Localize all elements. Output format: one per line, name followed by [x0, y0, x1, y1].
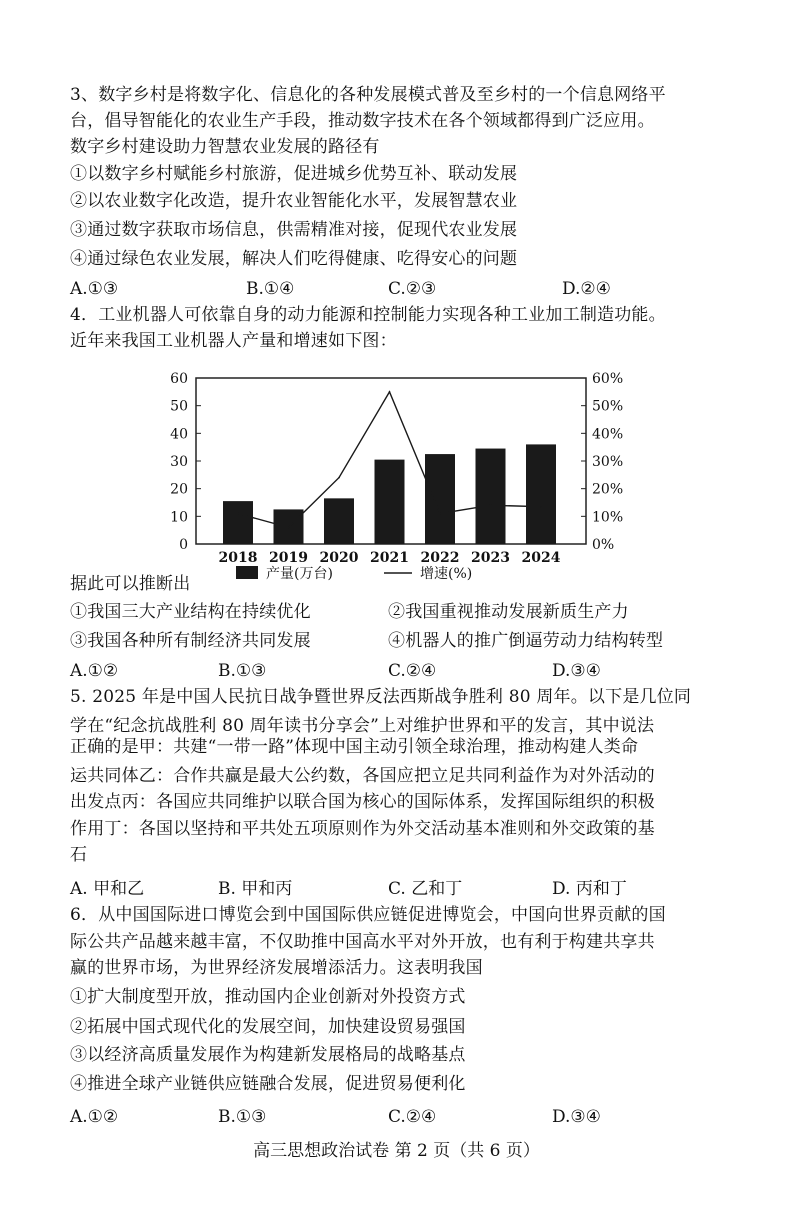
q3-option-c[interactable]: C.②③: [388, 279, 437, 299]
legend-line-label: 增速(%): [420, 566, 473, 582]
q4-stem-line-1: 4．工业机器人可依靠自身的动力能源和控制能力实现各种工业加工制造功能。: [70, 305, 666, 325]
growth-point-2018: [237, 513, 239, 515]
q5-stem-line-5: 出发点丙：各国应共同维护以联合国为核心的国际体系，发挥国际组织的积极: [70, 792, 655, 812]
q3-item-4: ④通过绿色农业发展，解决人们吃得健康、吃得安心的问题: [70, 249, 518, 269]
chart-svg: [166, 362, 636, 592]
y-right-tick-label: 50%: [592, 398, 624, 415]
x-tick-label: 2018: [218, 550, 258, 566]
q3-stem-line-3: 数字乡村建设助力智慧农业发展的路径有: [70, 137, 380, 157]
legend-bar-swatch: [236, 566, 258, 579]
y-left-tick-label: 40: [170, 426, 188, 443]
q5-stem-line-6: 作用丁：各国以坚持和平共处五项原则作为外交活动基本准则和外交政策的基: [70, 819, 655, 839]
q3-option-d[interactable]: D.②④: [562, 279, 611, 299]
q5-stem-line-2: 学在“纪念抗战胜利 80 周年读书分享会”上对维护世界和平的发言，其中说法: [70, 716, 655, 736]
bar-2018: [223, 501, 253, 544]
q6-item-2: ②拓展中国式现代化的发展空间，加快建设贸易强国: [70, 1017, 466, 1037]
q6-options: [70, 1106, 730, 1128]
y-left-tick-label: 50: [170, 398, 188, 415]
q6-item-3: ③以经济高质量发展作为构建新发展格局的战略基点: [70, 1045, 466, 1065]
x-tick-label: 2024: [521, 550, 561, 566]
q6-option-d[interactable]: D.③④: [552, 1107, 601, 1127]
x-tick-label: 2020: [319, 550, 359, 566]
q3-item-2: ②以农业数字化改造，提升农业智能化水平，发展智慧农业: [70, 191, 518, 211]
q5-option-c[interactable]: C. 乙和丁: [388, 879, 463, 899]
q6-stem-line-3: 赢的世界市场，为世界经济发展增添活力。这表明我国: [70, 958, 483, 978]
y-left-tick-label: 10: [170, 509, 188, 526]
q4-item-2: ②我国重视推动发展新质生产力: [388, 602, 629, 622]
x-tick-label: 2019: [269, 550, 308, 566]
growth-point-2022: [439, 513, 441, 515]
bar-2023: [476, 449, 506, 544]
x-tick-label: 2023: [471, 550, 510, 566]
q4-item-4: ④机器人的推广倒逼劳动力结构转型: [388, 631, 664, 651]
q5-stem-line-1: 5. 2025 年是中国人民抗日战争暨世界反法西斯战争胜利 80 周年。以下是几位同: [70, 687, 692, 707]
q5-stem-line-7: 石: [70, 845, 88, 865]
legend-bar-label: 产量(万台): [266, 566, 333, 582]
q4-after-chart: 据此可以推断出: [70, 574, 191, 594]
q4-option-a[interactable]: A.①②: [70, 661, 119, 681]
bar-2021: [375, 460, 405, 544]
q4-item-3: ③我国各种所有制经济共同发展: [70, 631, 311, 651]
q5-option-a[interactable]: A. 甲和乙: [70, 879, 145, 899]
q4-option-d[interactable]: D.③④: [552, 661, 601, 681]
q6-item-1: ①扩大制度型开放，推动国内企业创新对外投资方式: [70, 987, 466, 1007]
q4-option-c[interactable]: C.②④: [388, 661, 437, 681]
y-right-tick-label: 20%: [592, 481, 624, 498]
q3-option-a[interactable]: A.①③: [70, 279, 119, 299]
q6-option-b[interactable]: B.①③: [218, 1107, 267, 1127]
q3-item-3: ③通过数字获取市场信息，供需精准对接，促现代农业发展: [70, 220, 518, 240]
q6-option-c[interactable]: C.②④: [388, 1107, 437, 1127]
q6-stem-line-1: 6．从中国国际进口博览会到中国国际供应链促进博览会，中国向世界贡献的国: [70, 905, 666, 925]
q5-option-b[interactable]: B. 甲和丙: [218, 879, 293, 899]
y-right-tick-label: 60%: [592, 371, 624, 387]
y-right-tick-label: 40%: [592, 426, 624, 443]
q3-options: [70, 278, 730, 300]
y-right-tick-label: 10%: [592, 509, 624, 526]
x-tick-label: 2022: [420, 550, 460, 566]
y-right-tick-label: 30%: [592, 454, 624, 470]
q5-stem-line-4: 运共同体乙：合作共赢是最大公约数，各国应把立足共同利益作为对外活动的: [70, 766, 655, 786]
q3-item-1: ①以数字乡村赋能乡村旅游，促进城乡优势互补、联动发展: [70, 164, 518, 184]
growth-point-2023: [490, 504, 492, 506]
q3-option-b[interactable]: B.①④: [246, 279, 295, 299]
y-right-tick-label: 0%: [592, 537, 615, 553]
q4-option-b[interactable]: B.①③: [218, 661, 267, 681]
q5-option-d[interactable]: D. 丙和丁: [552, 879, 627, 899]
page-footer: 高三思想政治试卷 第 2 页（共 6 页）: [253, 1141, 540, 1161]
bar-2020: [324, 498, 354, 544]
q6-stem-line-2: 际公共产品越来越丰富，不仅助推中国高水平对外开放，也有利于构建共享共: [70, 932, 655, 952]
growth-point-2019: [288, 527, 290, 529]
bar-2022: [425, 454, 455, 544]
growth-point-2020: [338, 477, 340, 479]
q3-stem-line-2: 台，倡导智能化的农业生产手段，推动数字技术在各个领域都得到广泛应用。: [70, 111, 655, 131]
q4-item-1: ①我国三大产业结构在持续优化: [70, 602, 311, 622]
robot-output-chart: [166, 362, 636, 592]
growth-point-2024: [540, 506, 542, 508]
y-left-tick-label: 20: [170, 481, 188, 498]
y-left-tick-label: 0: [179, 537, 188, 553]
q6-option-a[interactable]: A.①②: [70, 1107, 119, 1127]
bar-2024: [526, 444, 556, 544]
q4-stem-line-2: 近年来我国工业机器人产量和增速如下图：: [70, 331, 397, 351]
q5-stem-line-3: 正确的是甲：共建“一带一路”体现中国主动引领全球治理，推动构建人类命: [70, 737, 639, 757]
y-left-tick-label: 60: [170, 371, 188, 387]
x-tick-label: 2021: [370, 550, 409, 566]
q4-options: [70, 660, 730, 682]
q6-item-4: ④推进全球产业链供应链融合发展，促进贸易便利化: [70, 1074, 466, 1094]
q3-stem-line-1: 3、数字乡村是将数字化、信息化的各种发展模式普及至乡村的一个信息网络平: [70, 85, 666, 105]
growth-point-2021: [389, 391, 391, 393]
q5-options: [70, 878, 730, 900]
y-left-tick-label: 30: [170, 454, 188, 470]
